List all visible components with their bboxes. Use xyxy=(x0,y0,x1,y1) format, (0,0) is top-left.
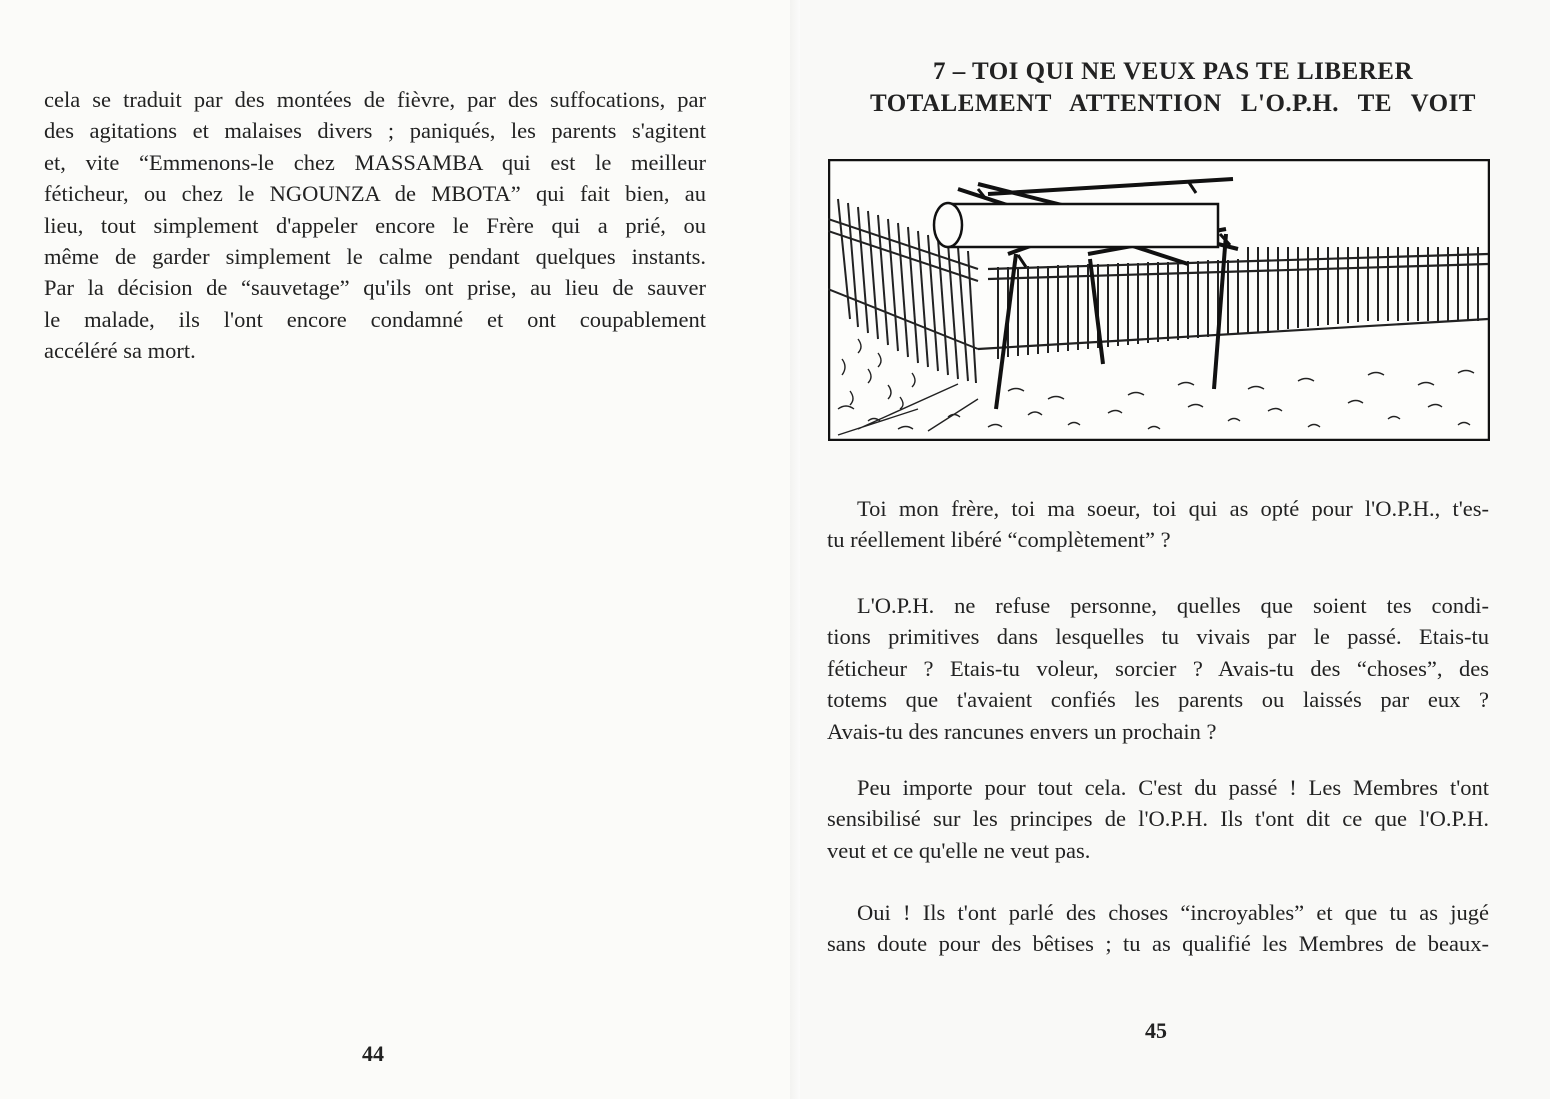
text-line: Peu importe pour tout cela. C'est du passé ! Les Membres t'ont xyxy=(857,775,1489,800)
text-line: et, vite “Emmenons-le chez MASSAMBA qui est le meilleur xyxy=(44,149,706,175)
text-line: tu réellement libéré “complètement” ? xyxy=(827,527,1171,553)
text-line: même de garder simplement le calme pendant quelques instants. xyxy=(44,244,706,270)
page-number-left: 44 xyxy=(362,1041,384,1066)
right-page xyxy=(800,0,1550,1099)
chapter-title-line: 7 – TOI QUI NE VEUX PAS TE LIBERER xyxy=(932,58,1414,85)
text-line: Avais-tu des rancunes envers un prochain ? xyxy=(827,718,1217,744)
log-roll xyxy=(934,203,1218,247)
text-line: L'O.P.H. ne refuse personne, quelles que soient tes condi- xyxy=(857,593,1489,618)
text-line: Toi mon frère, toi ma soeur, toi qui as opté pour l'O.P.H., t'es- xyxy=(857,496,1489,521)
text-line: le malade, ils l'ont encore condamné et ont coupablement xyxy=(44,306,706,332)
text-line: sans doute pour des bêtises ; tu as qualifié les Membres de beaux- xyxy=(827,931,1489,957)
text-line: accéléré sa mort. xyxy=(44,338,196,364)
paragraph-2 xyxy=(827,590,1489,747)
paragraph-3 xyxy=(827,772,1489,866)
page-number-right: 45 xyxy=(1145,1018,1167,1043)
text-line: féticheur, ou chez le NGOUNZA de MBOTA” qui fait bien, au xyxy=(44,181,706,207)
text-line: totems que t'avaient confiés les parents ou laissés par eux ? xyxy=(827,687,1489,713)
chapter-title-line: TOTALEMENT ATTENTION L'O.P.H. TE VOIT xyxy=(870,90,1476,117)
left-page-paragraph xyxy=(44,84,706,367)
text-line: cela se traduit par des montées de fièvre, par des suffocations, par xyxy=(44,87,706,112)
text-line: des agitations et malaises divers ; paniqués, les parents s'agitent xyxy=(44,118,706,144)
text-line: Oui ! Ils t'ont parlé des choses “incroyables” et que tu as jugé xyxy=(857,900,1489,925)
paragraph-1 xyxy=(827,493,1489,556)
fence-illustration xyxy=(828,159,1490,441)
text-line: lieu, tout simplement d'appeler encore le Frère qui a prié, ou xyxy=(44,212,706,238)
text-line: féticheur ? Etais-tu voleur, sorcier ? Avais-tu des “choses”, des xyxy=(827,655,1489,681)
text-line: veut et ce qu'elle ne veut pas. xyxy=(827,837,1091,863)
text-line: Par la décision de “sauvetage” qu'ils ont prise, au lieu de sauver xyxy=(44,275,706,301)
text-line: sensibilisé sur les principes de l'O.P.H. Ils t'ont dit ce que l'O.P.H. xyxy=(827,806,1489,832)
chapter-title xyxy=(840,56,1506,120)
paragraph-4 xyxy=(827,897,1489,960)
text-line: tions primitives dans lesquelles tu vivais par le passé. Etais-tu xyxy=(827,624,1489,650)
